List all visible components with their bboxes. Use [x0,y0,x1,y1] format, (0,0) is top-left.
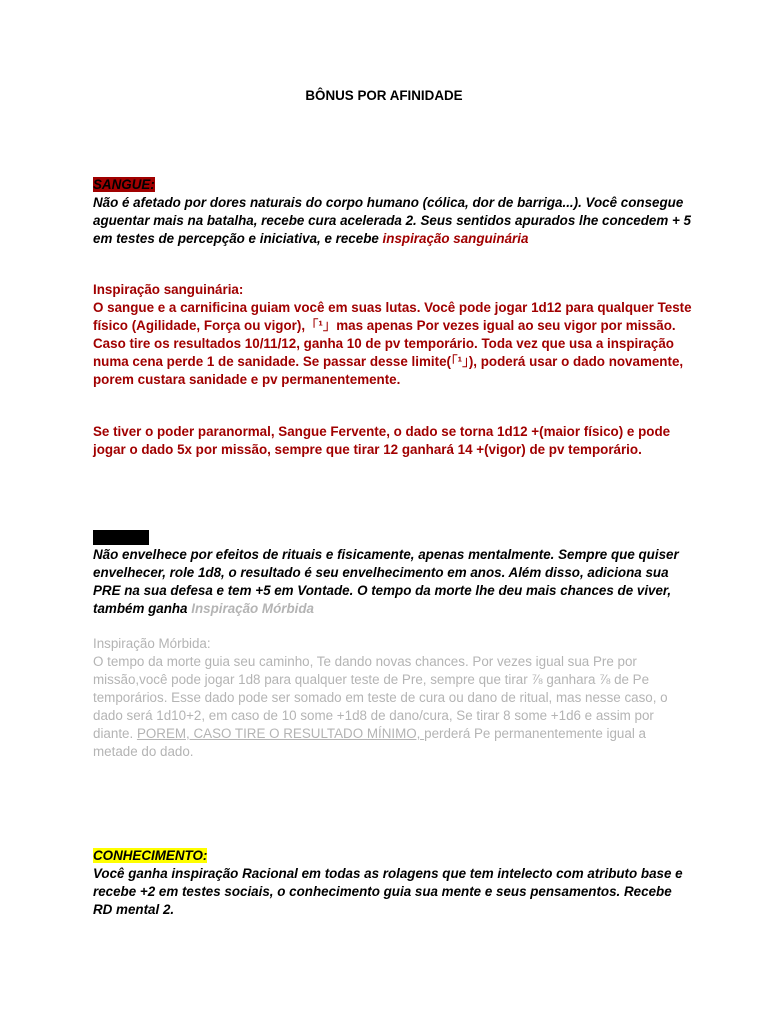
conhecimento-text: Você ganha inspiração Racional em todas as rolagens que tem intelecto com atributo base e recebe +2 em testes sociais, o conhecimento guia sua mente e seus pensamentos. Recebe RD mental 2. [93,866,683,917]
sangue-intro: Não é afetado por dores naturais do corpo humano (cólica, dor de barriga...). Você consegue aguentar mais na batalha, recebe cura acelerada 2. Seus sentidos apurados lhe concedem + 5 em testes de percepção e iniciativa, e recebe inspiração sanguinária [93,195,691,246]
sangue-paranormal-text: Se tiver o poder paranormal, Sangue Fervente, o dado se torna 1d12 +(maior físico) e pode jogar o dado 5x por missão, sempre que tirar 12 ganhará 14 +(vigor) de pv temporário. [93,424,671,457]
document-title: BÔNUS POR AFINIDADE [305,88,463,103]
inspiracao-morbida-text: O tempo da morte guia seu caminho, Te dando novas chances. Por vezes igual sua Pre por missão,você pode jogar 1d8 para qualquer teste de Pre, sempre que tirar ⅞ ganhara ⅞ de Pe temporários. Esse dado pode ser somado em teste de cura ou dano de ritual, mas nesse caso, o dado será 1d10+2, em caso de 10 some +1d8 de dano/cura, Se tirar 8 some +1d6 e assim por diante. POREM, CASO TIRE O RESULTADO MÍNIMO, perderá Pe permanentemente igual a metade do dado. [93,654,668,759]
inspiracao-morbida-title: Inspiração Mórbida: [93,636,211,651]
sangue-heading: SANGUE: [93,177,155,192]
sangue-section [93,176,693,248]
sangue-intro-link: inspiração sanguinária [382,231,529,246]
inspiracao-sanguinaria-title: Inspiração sanguinária: [93,282,244,297]
morte-intro: Não envelhece por efeitos de rituais e fisicamente, apenas mentalmente. Sempre que quiser envelhecer, role 1d8, o resultado é seu envelhecimento em anos. Além disso, adiciona sua PRE na sua defesa e tem +5 em Vontade. O tempo da morte lhe deu mais chances de viver, também ganha Inspiração Mórbida [93,547,679,616]
morte-section [93,528,693,618]
redacted-heading [93,530,149,545]
conhecimento-section [93,847,693,919]
conhecimento-heading: CONHECIMENTO: [93,848,208,863]
inspiracao-sanguinaria-text: O sangue e a carnificina guiam você em suas lutas. Você pode jogar 1d12 para qualquer Teste físico (Agilidade, Força ou vigor),「¹」mas apenas Por vezes igual ao seu vigor por missão. Caso tire os resultados 10/11/12, ganha 10 de pv temporário. Toda vez que usa a inspiração numa cena perde 1 de sanidade. Se passar desse limite(「¹」), poderá usar o dado novamente, porem custara sanidade e pv permanentemente. [93,300,692,387]
inspiracao-morbida-warning: POREM, CASO TIRE O RESULTADO MÍNIMO, [136,726,425,741]
morte-intro-link: Inspiração Mórbida [191,601,315,616]
